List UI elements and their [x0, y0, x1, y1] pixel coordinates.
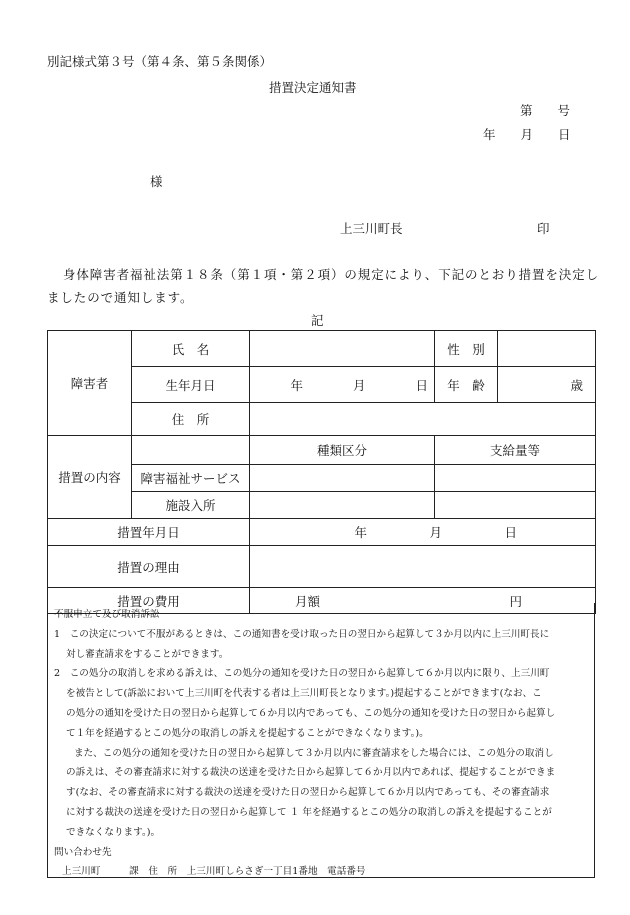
- name-field[interactable]: [250, 331, 435, 367]
- appeal-paragraph-2-cont: の処分の通知を受けた日の翌日から起算して６か月以内であっても、この処分の通知を受けた日の翌日から起算し: [66, 707, 556, 719]
- yen-label: 円: [509, 593, 522, 609]
- monthly-label: 月額: [294, 593, 320, 609]
- document-title: 措置決定通知書: [269, 80, 357, 95]
- service-row-label: 障害福祉サービス: [132, 465, 250, 492]
- appeal-paragraph-2-cont: て１年を経過するとこの処分の取消しの訴えを提起することができなくなります。)。: [66, 727, 429, 739]
- recipient-suffix: 様: [150, 174, 163, 189]
- facility-row-label: 施設入所: [132, 492, 250, 519]
- contact-heading: 問い合わせ先: [54, 846, 112, 858]
- body-line-1: 身体障害者福祉法第１８条（第１項・第２項）の規定により、下記のとおり措置を決定し: [63, 267, 600, 282]
- cost-label: 措置の費用: [48, 588, 250, 614]
- appeal-paragraph-3: また、この処分の通知を受けた日の翌日から起算して３か月以内に審査請求をした場合には、この処分の取消し: [74, 747, 554, 759]
- appeal-paragraph-1: 1 この決定について不服があるときは、この通知書を受け取った日の翌日から起算して３か月以内に上三川町長に: [54, 628, 550, 640]
- issuer-name: 上三川町長: [340, 221, 403, 236]
- address-label: 住 所: [132, 403, 250, 436]
- body-line-2: ましたので通知します。: [47, 290, 194, 305]
- amount-column-header: 支給量等: [435, 436, 596, 465]
- age-label: 年 齢: [435, 367, 498, 403]
- age-field[interactable]: 歳: [498, 367, 596, 403]
- appeal-paragraph-1-cont: 対し審査請求をすることができます。: [66, 648, 229, 660]
- reason-field[interactable]: [250, 546, 596, 588]
- measure-date-label: 措置年月日: [48, 519, 250, 546]
- facility-amount-field[interactable]: [435, 492, 596, 519]
- dob-label: 生年月日: [132, 367, 250, 403]
- person-header: 障害者: [48, 331, 132, 436]
- appeal-paragraph-3-cont: す(なお、その審査請求に対する裁決の送達を受けた日の翌日から起算して６か月以内であっても、その審査請求: [66, 787, 550, 799]
- ki-label: 記: [311, 313, 324, 328]
- decision-table: [47, 330, 596, 614]
- appeal-paragraph-3-cont: できなくなります。)。: [66, 826, 161, 838]
- measure-date-field[interactable]: 年 月 日: [250, 519, 596, 546]
- appeal-paragraph-2: 2 この処分の取消しを求める訴えは、この処分の通知を受けた日の翌日から起算して６か月以内に限り、上三川町: [54, 668, 550, 680]
- name-label: 氏 名: [132, 331, 250, 367]
- appeal-paragraph-2-cont: を被告として(訴訟において上三川町を代表する者は上三川町長となります。)提起することができます(なお、こ: [66, 688, 542, 700]
- appeal-notes: [47, 603, 595, 878]
- appeal-heading: 不服申立て及び取消訴訟: [54, 609, 160, 620]
- dob-field[interactable]: 年 月 日: [250, 367, 435, 403]
- seal-mark: 印: [537, 221, 550, 236]
- address-field[interactable]: [250, 403, 596, 436]
- content-blank-cell: [132, 436, 250, 465]
- form-label: 別記様式第３号（第４条、第５条関係）: [47, 54, 273, 69]
- contact-line: 上三川町 課 住 所 上三川町しらさぎ一丁目1番地 電話番号: [62, 866, 366, 878]
- sex-field[interactable]: [498, 331, 596, 367]
- facility-type-field[interactable]: [250, 492, 435, 519]
- content-header: 措置の内容: [48, 436, 132, 519]
- service-type-field[interactable]: [250, 465, 435, 492]
- document-date: 年 月 日: [483, 127, 571, 142]
- appeal-paragraph-3-cont: に対する裁決の送達を受けた日の翌日から起算して １ 年を経過するとこの処分の取消しの訴えを提起することが: [66, 806, 552, 818]
- type-column-header: 種類区分: [250, 436, 435, 465]
- appeal-paragraph-3-cont: の訴えは、その審査請求に対する裁決の送達を受けた日から起算して６か月以内であれば、提起することができま: [66, 767, 556, 779]
- document-number: 第 号: [520, 103, 571, 118]
- sex-label: 性 別: [435, 331, 498, 367]
- service-amount-field[interactable]: [435, 465, 596, 492]
- reason-label: 措置の理由: [48, 546, 250, 588]
